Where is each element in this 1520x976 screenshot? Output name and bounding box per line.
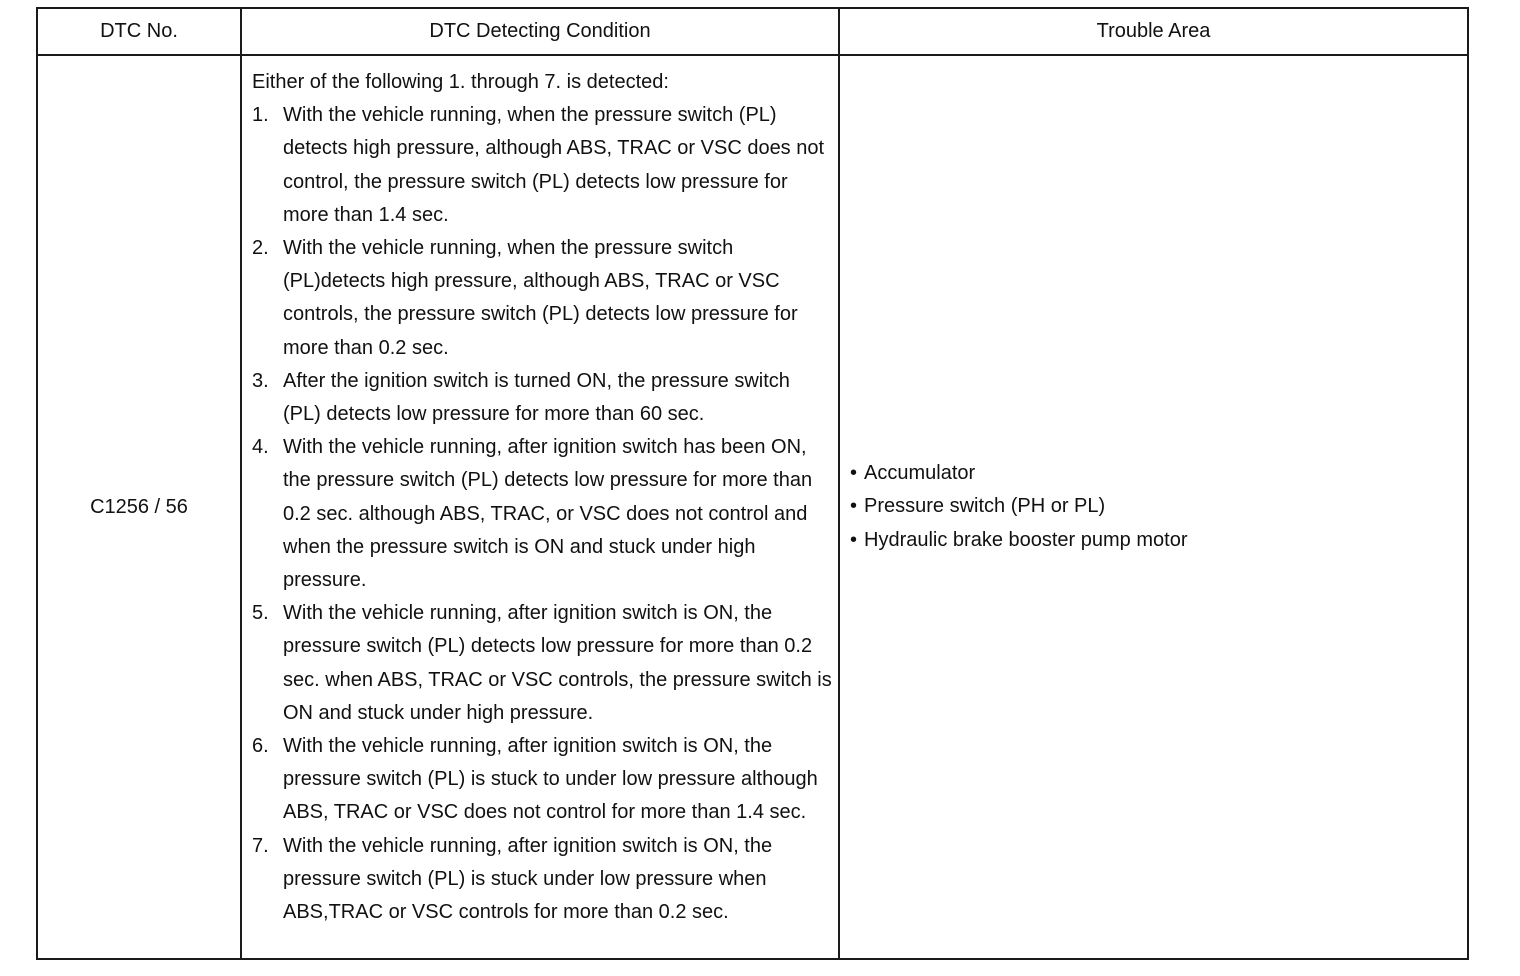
bullet-icon: • bbox=[850, 462, 858, 485]
condition-text: After the ignition switch is turned ON, the pressure switch (PL) detects low pressure for more than 60 sec. bbox=[283, 369, 790, 426]
header-condition: DTC Detecting Condition bbox=[241, 8, 839, 55]
condition-item bbox=[252, 99, 832, 232]
condition-intro: Either of the following 1. through 7. is detected: bbox=[252, 71, 669, 93]
condition-number: 4. bbox=[252, 436, 269, 459]
condition-item bbox=[252, 730, 832, 830]
condition-text: With the vehicle running, when the pressure switch (PL)detects high pressure, although ABS, TRAC or VSC controls, the pressure switch (PL) detects low pressure for more than 0.2 sec. bbox=[283, 237, 798, 359]
dtc-code: C1256 / 56 bbox=[90, 495, 188, 518]
condition-item bbox=[252, 365, 832, 431]
condition-text: With the vehicle running, after ignition switch is ON, the pressure switch (PL) is stuck under low pressure when ABS,TRAC or VSC controls for more than 0.2 sec. bbox=[283, 834, 773, 924]
trouble-area-cell bbox=[839, 55, 1468, 959]
dtc-code-cell bbox=[37, 55, 241, 959]
condition-text: With the vehicle running, after ignition switch is ON, the pressure switch (PL) detects low pressure for more than 0.2 sec. when ABS, TRAC or VSC controls, the pressure switch is ON and stuck under high pressure. bbox=[283, 602, 832, 724]
condition-text: With the vehicle running, after ignition switch is ON, the pressure switch (PL) is stuck to under low pressure although ABS, TRAC or VSC does not control for more than 1.4 sec. bbox=[283, 735, 818, 824]
header-row bbox=[37, 8, 1468, 55]
condition-number: 3. bbox=[252, 369, 269, 392]
condition-cell bbox=[241, 55, 839, 959]
condition-text: With the vehicle running, when the pressure switch (PL) detects high pressure, although ABS, TRAC or VSC does not control, the pressure switch (PL) detects low pressure for more than 1.4 sec. bbox=[283, 104, 825, 226]
table-row bbox=[37, 55, 1468, 959]
condition-text: With the vehicle running, after ignition switch has been ON, the pressure switch (PL) detects low pressure for more than 0.2 sec. although ABS, TRAC, or VSC does not control and when the pressure switch is ON and stuck under high pressure. bbox=[283, 436, 813, 592]
trouble-area-list bbox=[840, 457, 1467, 557]
condition-number: 7. bbox=[252, 834, 269, 857]
condition-number: 6. bbox=[252, 735, 269, 758]
trouble-area-item bbox=[850, 490, 1467, 523]
condition-content bbox=[242, 56, 838, 929]
condition-item bbox=[252, 431, 832, 597]
trouble-area-item bbox=[850, 457, 1467, 490]
condition-item bbox=[252, 597, 832, 730]
trouble-area-text: Accumulator bbox=[864, 462, 976, 485]
condition-list bbox=[252, 99, 832, 929]
condition-number: 5. bbox=[252, 602, 269, 625]
condition-number: 2. bbox=[252, 237, 269, 260]
dtc-table bbox=[36, 7, 1469, 960]
bullet-icon: • bbox=[850, 495, 858, 518]
condition-item bbox=[252, 232, 832, 365]
header-dtc-no: DTC No. bbox=[37, 8, 241, 55]
bullet-icon: • bbox=[850, 528, 858, 551]
trouble-area-text: Hydraulic brake booster pump motor bbox=[864, 528, 1188, 551]
trouble-area-text: Pressure switch (PH or PL) bbox=[864, 495, 1106, 518]
header-trouble-area: Trouble Area bbox=[839, 8, 1468, 55]
condition-item bbox=[252, 830, 832, 930]
trouble-area-item bbox=[850, 524, 1467, 557]
condition-number: 1. bbox=[252, 104, 269, 127]
